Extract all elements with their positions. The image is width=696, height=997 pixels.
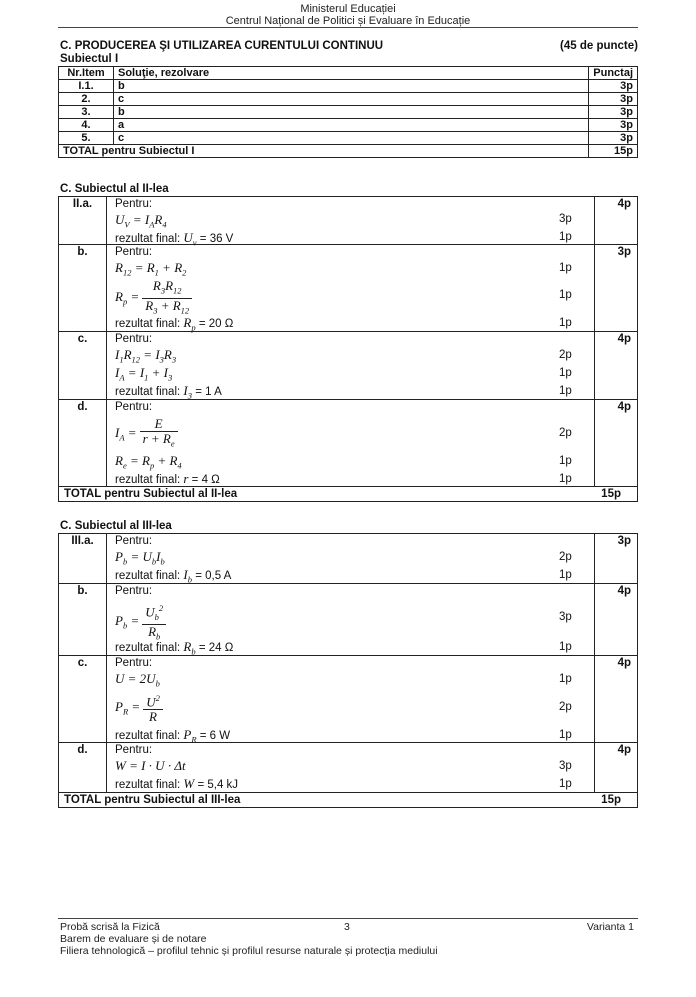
item-total: 4p [617,333,631,345]
formula: $U = 2U_b$ [115,671,160,689]
item-number: 4. [59,119,114,132]
result-label: rezultat final: [115,233,181,245]
total-label: TOTAL pentru Subiectul al III-lea [64,794,241,806]
pentru-label: Pentru: [115,246,153,258]
item-total: 4p [617,585,631,597]
document-header [0,3,696,27]
formula-points: 1p [559,289,572,301]
result-label: rezultat final: [115,386,181,398]
final-result: rezultat final: $R_p = 20$ Ω [115,315,234,333]
item-solution: a [114,119,589,132]
section-title: C. PRODUCEREA ŞI UTILIZAREA CURENTULUI CONTINUU [60,40,384,52]
result-value: = 20 Ω [198,318,234,330]
item-total: 3p [617,246,631,258]
result-label: rezultat final: [115,318,181,330]
item-points: 3p [589,93,638,106]
footer-variant: Varianta 1 [586,921,634,933]
item-solution: c [114,132,589,145]
table-row [59,197,637,248]
result-points: 1p [559,641,572,653]
table-row [59,119,638,132]
result-label: rezultat final: [115,570,181,582]
pentru-label: Pentru: [115,333,153,345]
item-total: 4p [617,744,631,756]
final-result: rezultat final: $I_3 = 1$ A [115,383,222,401]
final-result: rezultat final: $I_b = 0,5$ A [115,567,232,585]
result-value: = 36 V [199,233,234,245]
subject3-title: C. Subiectul al III-lea [60,520,172,532]
result-points: 1p [559,473,572,485]
table-row [59,743,637,793]
item-number: I.1. [59,80,114,93]
ministry-name: Ministerul Educației [300,3,396,15]
col-item-header: Nr.Item [59,67,114,80]
formula-points: 3p [559,760,572,772]
footer-barem: Barem de evaluare și de notare [60,933,207,945]
final-result: rezultat final: $R_b = 24$ Ω [115,639,234,657]
result-points: 1p [559,729,572,741]
formula-points: 2p [559,427,572,439]
table-row [59,80,638,93]
footer-track: Filiera tehnologică – profilul tehnic și profilul resurse naturale și protecția mediului [60,945,438,957]
item-total: 4p [617,657,631,669]
result-points: 1p [559,317,572,329]
total-label: TOTAL pentru Subiectul al II-lea [64,488,238,500]
formula: $R_e = R_p + R_4$ [115,453,182,471]
section-points: (45 de puncte) [560,40,638,52]
table-total-row [59,793,637,807]
final-result: rezultat final: r = 4 Ω [115,471,220,486]
table-total-row [59,487,637,501]
item-points: 3p [589,119,638,132]
formula-points: 1p [559,262,572,274]
result-label: rezultat final: [115,779,181,791]
result-value: = 6 W [199,730,231,742]
subject1-title: Subiectul I [60,53,119,65]
formula: $I_1R_{12} = I_3R_3$ [115,347,177,365]
result-points: 1p [559,569,572,581]
formula: $I_A$ = $\frac{E}{r + R_e}$ [115,417,178,451]
formula-points: 2p [559,701,572,713]
item-label: b. [77,246,88,258]
formula: $P_R$ = $\frac{U^2}{R}$ [115,691,163,724]
item-label: II.a. [72,198,93,210]
table-header-row [59,67,638,80]
pentru-label: Pentru: [115,401,153,413]
col-points-header: Punctaj [589,67,638,80]
formula: $R_p$ = $\frac{R_3R_{12}}{R_3 + R_{12}}$ [115,279,192,317]
item-total: 4p [617,401,631,413]
table-row [59,656,637,743]
item-label: d. [77,401,88,413]
formula-points: 1p [559,455,572,467]
formula-points: 2p [559,349,572,361]
result-label: rezultat final: [115,474,181,486]
item-points: 3p [589,132,638,145]
final-result: rezultat final: $U_v = 36$ V [115,230,234,248]
pentru-label: Pentru: [115,744,153,756]
table-row [59,106,638,119]
footer-exam: Probă scrisă la Fizică [60,921,160,933]
formula: $P_b = U_bI_b$ [115,549,165,567]
formula: $I_A = I_1 + I_3$ [115,365,173,383]
col-solution-header: Soluţie, rezolvare [114,67,589,80]
item-label: c. [77,333,88,345]
result-points: 1p [559,778,572,790]
subject1-table [58,66,638,158]
item-solution: b [114,106,589,119]
item-label: d. [77,744,88,756]
formula-points: 1p [559,673,572,685]
result-value: = 4 Ω [191,474,220,486]
formula: $R_{12} = R_1 + R_2$ [115,260,187,278]
item-points: 3p [589,106,638,119]
item-label: III.a. [71,535,94,547]
formula: $U_V = I_AR_4$ [115,212,167,230]
result-value: = 1 A [195,386,222,398]
table-total-row [59,145,638,158]
formula-points: 3p [559,213,572,225]
item-label: c. [77,657,88,669]
header-divider [58,27,638,28]
subject2-title: C. Subiectul al II-lea [60,183,169,195]
final-result: rezultat final: W = 5,4 kJ [115,776,239,791]
formula-points: 2p [559,551,572,563]
item-number: 3. [59,106,114,119]
page-number: 3 [344,921,350,933]
item-total: 3p [617,535,631,547]
formula-points: 1p [559,367,572,379]
total-points: 15p [601,794,621,806]
item-solution: c [114,93,589,106]
footer-divider [58,918,638,919]
result-value: = 0,5 A [195,570,232,582]
result-points: 1p [559,231,572,243]
pentru-label: Pentru: [115,657,153,669]
table-row [59,534,637,584]
formula: W = I · U · Δt [115,758,186,773]
center-name: Centrul Național de Politici și Evaluare în Educație [225,15,471,27]
result-label: rezultat final: [115,730,181,742]
result-label: rezultat final: [115,642,181,654]
table-row [59,93,638,106]
total-label: TOTAL pentru Subiectul I [59,145,589,158]
subject2-table [58,196,638,502]
item-number: 5. [59,132,114,145]
result-value: = 24 Ω [198,642,234,654]
pentru-label: Pentru: [115,535,153,547]
table-row [59,584,637,656]
formula-points: 3p [559,611,572,623]
pentru-label: Pentru: [115,198,153,210]
subject3-table [58,533,638,808]
table-row [59,400,637,487]
result-value: = 5,4 kJ [197,779,239,791]
item-total: 4p [617,198,631,210]
pentru-label: Pentru: [115,585,153,597]
item-points: 3p [589,80,638,93]
item-label: b. [77,585,88,597]
item-solution: b [114,80,589,93]
table-row [59,332,637,400]
final-result: rezultat final: $P_R = 6$ W [115,727,231,745]
total-points: 15p [589,145,638,158]
item-number: 2. [59,93,114,106]
formula: $P_b$ = $\frac{U_b^2}{R_b}$ [115,601,166,644]
total-points: 15p [601,488,621,500]
table-row [59,245,637,332]
table-row [59,132,638,145]
result-points: 1p [559,385,572,397]
